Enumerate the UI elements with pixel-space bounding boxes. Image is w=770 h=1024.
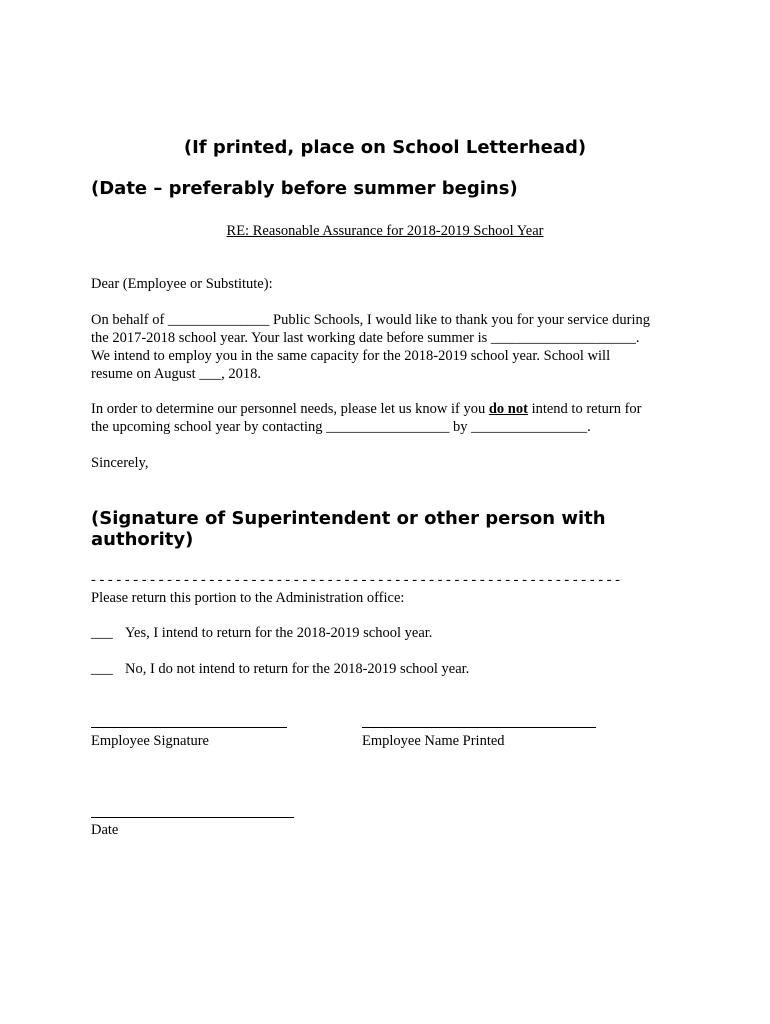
- date-note: (Date – preferably before summer begins): [91, 178, 518, 199]
- paragraph-line: the 2017-2018 school year. Your last working date before summer is ____________________.: [91, 330, 640, 346]
- re-line: RE: Reasonable Assurance for 2018-2019 School Year: [226, 223, 544, 239]
- signature-note-line: authority): [91, 529, 194, 550]
- salutation: Dear (Employee or Substitute):: [91, 276, 273, 292]
- closing: Sincerely,: [91, 455, 149, 471]
- signature-note-line: (Signature of Superintendent or other person with: [91, 508, 606, 529]
- option-blank[interactable]: ___: [91, 625, 113, 641]
- text-before: In order to determine our personnel needs, please let us know if you: [91, 401, 489, 417]
- employee-name-label: Employee Name Printed: [362, 733, 505, 749]
- paragraph-line: [91, 400, 642, 418]
- return-instruction: Please return this portion to the Administration office:: [91, 590, 405, 606]
- paragraph-line: On behalf of ______________ Public Schools, I would like to thank you for your service during: [91, 312, 650, 328]
- cut-line: - - - - - - - - - - - - - - - - - - - - - - - - - - - - - - - - - - - - - - - - - - - - - - - - - - - - - - - - - - - - - - -: [91, 572, 620, 588]
- paragraph-line: We intend to employ you in the same capacity for the 2018-2019 school year. School will: [91, 348, 611, 364]
- paragraph-line: the upcoming school year by contacting _________________ by ________________.: [91, 419, 591, 435]
- date-line[interactable]: [91, 817, 294, 818]
- employee-name-line[interactable]: [362, 727, 596, 728]
- emphasis-do-not: do not: [488, 401, 528, 417]
- employee-signature-label: Employee Signature: [91, 733, 209, 749]
- employee-signature-line[interactable]: [91, 727, 287, 728]
- paragraph-line: resume on August ___, 2018.: [91, 366, 261, 382]
- option-label: Yes, I intend to return for the 2018-2019 school year.: [125, 625, 433, 641]
- letterhead-note: (If printed, place on School Letterhead): [183, 137, 587, 158]
- text-after: intend to return for: [527, 401, 642, 417]
- option-label: No, I do not intend to return for the 2018-2019 school year.: [125, 661, 470, 677]
- date-label: Date: [91, 822, 119, 838]
- option-blank[interactable]: ___: [91, 661, 113, 677]
